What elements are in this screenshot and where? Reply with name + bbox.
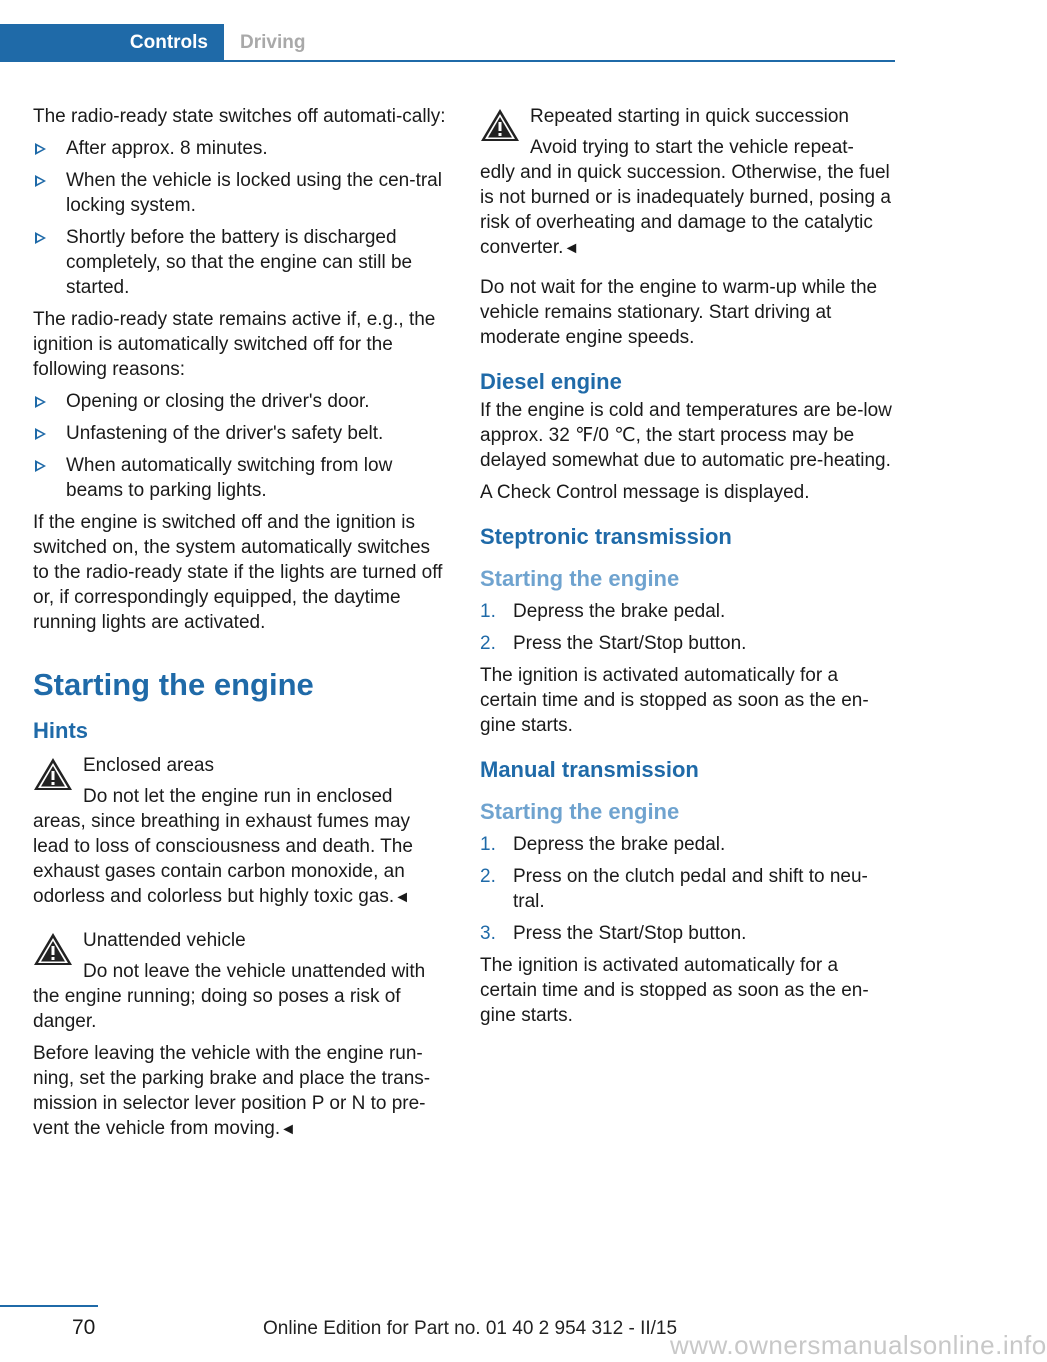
- warning-triangle-icon: [33, 932, 73, 966]
- list-item: 2. Press the Start/Stop button.: [480, 633, 747, 654]
- subsection-title: Manual transmission: [480, 757, 699, 782]
- triangle-bullet-icon: [35, 175, 46, 187]
- paragraph: If the engine is switched off and the ignition is switched on, the system automatically switches to the radio-ready state if the lights are turned off or, if correspondingly equipped, the daytime running lights are activated.: [33, 512, 443, 633]
- paragraph: The radio-ready state remains active if, e.g., the ignition is automatically switched off for the following reasons:: [33, 309, 436, 380]
- triangle-bullet-icon: [35, 143, 46, 155]
- list-item: When the vehicle is locked using the cen-tral locking system.: [33, 168, 448, 218]
- triangle-bullet-icon: [35, 428, 46, 440]
- list-item: 1. Depress the brake pedal.: [480, 834, 726, 855]
- subsection-title: Hints: [33, 718, 88, 743]
- warning-title: Repeated starting in quick succession: [530, 106, 849, 127]
- warning-title: Enclosed areas: [83, 755, 214, 776]
- section-title: Starting the engine: [33, 667, 314, 702]
- subsection-title: Steptronic transmission: [480, 524, 732, 549]
- edition-text: Online Edition for Part no. 01 40 2 954 312 - II/15: [263, 1318, 678, 1339]
- tab-driving[interactable]: Driving: [240, 32, 306, 53]
- page-number: 70: [72, 1316, 96, 1339]
- warning-triangle-icon: [33, 757, 73, 791]
- warning-box: [480, 104, 895, 261]
- warning-box: [33, 928, 448, 1034]
- paragraph: If the engine is cold and temperatures are be-low approx. 32 ℉/0 ℃, the start process may be delayed somewhat due to automatic pre-heating.: [480, 400, 892, 471]
- list-item: Shortly before the battery is discharged completely, so that the engine can still be started.: [33, 225, 448, 300]
- warning-text: the engine running; doing so poses a risk of danger.: [33, 986, 401, 1032]
- warning-text: Do not leave the vehicle unattended with: [83, 961, 426, 982]
- paragraph: The radio-ready state switches off automati-cally:: [33, 106, 446, 127]
- sub-subsection-title: Starting the engine: [480, 799, 680, 824]
- warning-text: Avoid trying to start the vehicle repeat-: [530, 137, 854, 158]
- watermark: www.ownersmanualsonline.info: [670, 1330, 1047, 1360]
- warning-text: Do not let the engine run in enclosed: [83, 786, 393, 807]
- triangle-bullet-icon: [35, 232, 46, 244]
- footer-divider: [0, 1305, 98, 1307]
- left-column: [33, 104, 448, 1149]
- triangle-bullet-icon: [35, 460, 46, 472]
- numbered-list: [480, 599, 895, 656]
- list-item: 2. Press on the clutch pedal and shift to neu-tral.: [480, 866, 868, 912]
- list-item: Opening or closing the driver's door.: [33, 389, 448, 414]
- paragraph: Before leaving the vehicle with the engine run-ning, set the parking brake and place the trans-mission in selector lever position P or N to pre-vent the vehicle from moving.◄: [33, 1043, 431, 1139]
- warning-triangle-icon: [480, 108, 520, 142]
- list-item: When automatically switching from low beams to parking lights.: [33, 453, 448, 503]
- subsection-title: Diesel engine: [480, 369, 622, 394]
- paragraph: Do not wait for the engine to warm-up while the vehicle remains stationary. Start driving at moderate engine speeds.: [480, 277, 878, 348]
- warning-text: edly and in quick succession. Otherwise, the fuel is not burned or is inadequately burned, posing a risk of overheating and damage to the catalytic converter.◄: [480, 162, 891, 258]
- list-item: 1. Depress the brake pedal.: [480, 601, 726, 622]
- bullet-list: [33, 389, 448, 503]
- end-marker: ◄: [563, 240, 580, 257]
- triangle-bullet-icon: [35, 396, 46, 408]
- warning-box: [33, 753, 448, 910]
- paragraph: A Check Control message is displayed.: [480, 482, 810, 503]
- list-item: Unfastening of the driver's safety belt.: [33, 421, 448, 446]
- end-marker: ◄: [394, 889, 411, 906]
- sub-subsection-title: Starting the engine: [480, 566, 680, 591]
- right-column: [480, 104, 895, 1035]
- list-item: 3. Press the Start/Stop button.: [480, 923, 747, 944]
- warning-title: Unattended vehicle: [83, 930, 246, 951]
- paragraph: The ignition is activated automatically for a certain time and is stopped as soon as the en-gine starts.: [480, 955, 869, 1026]
- list-item: After approx. 8 minutes.: [33, 136, 448, 161]
- numbered-list: [480, 832, 895, 946]
- paragraph: The ignition is activated automatically for a certain time and is stopped as soon as the en-gine starts.: [480, 665, 869, 736]
- end-marker: ◄: [280, 1121, 296, 1138]
- tab-controls[interactable]: Controls: [0, 24, 224, 62]
- page-header: [0, 24, 895, 62]
- warning-text: areas, since breathing in exhaust fumes may lead to loss of consciousness and death. The exhaust gases contain carbon monoxide, an odorless and colorless but highly toxic gas.◄: [33, 811, 413, 907]
- header-divider: [0, 60, 895, 62]
- bullet-list: [33, 136, 448, 300]
